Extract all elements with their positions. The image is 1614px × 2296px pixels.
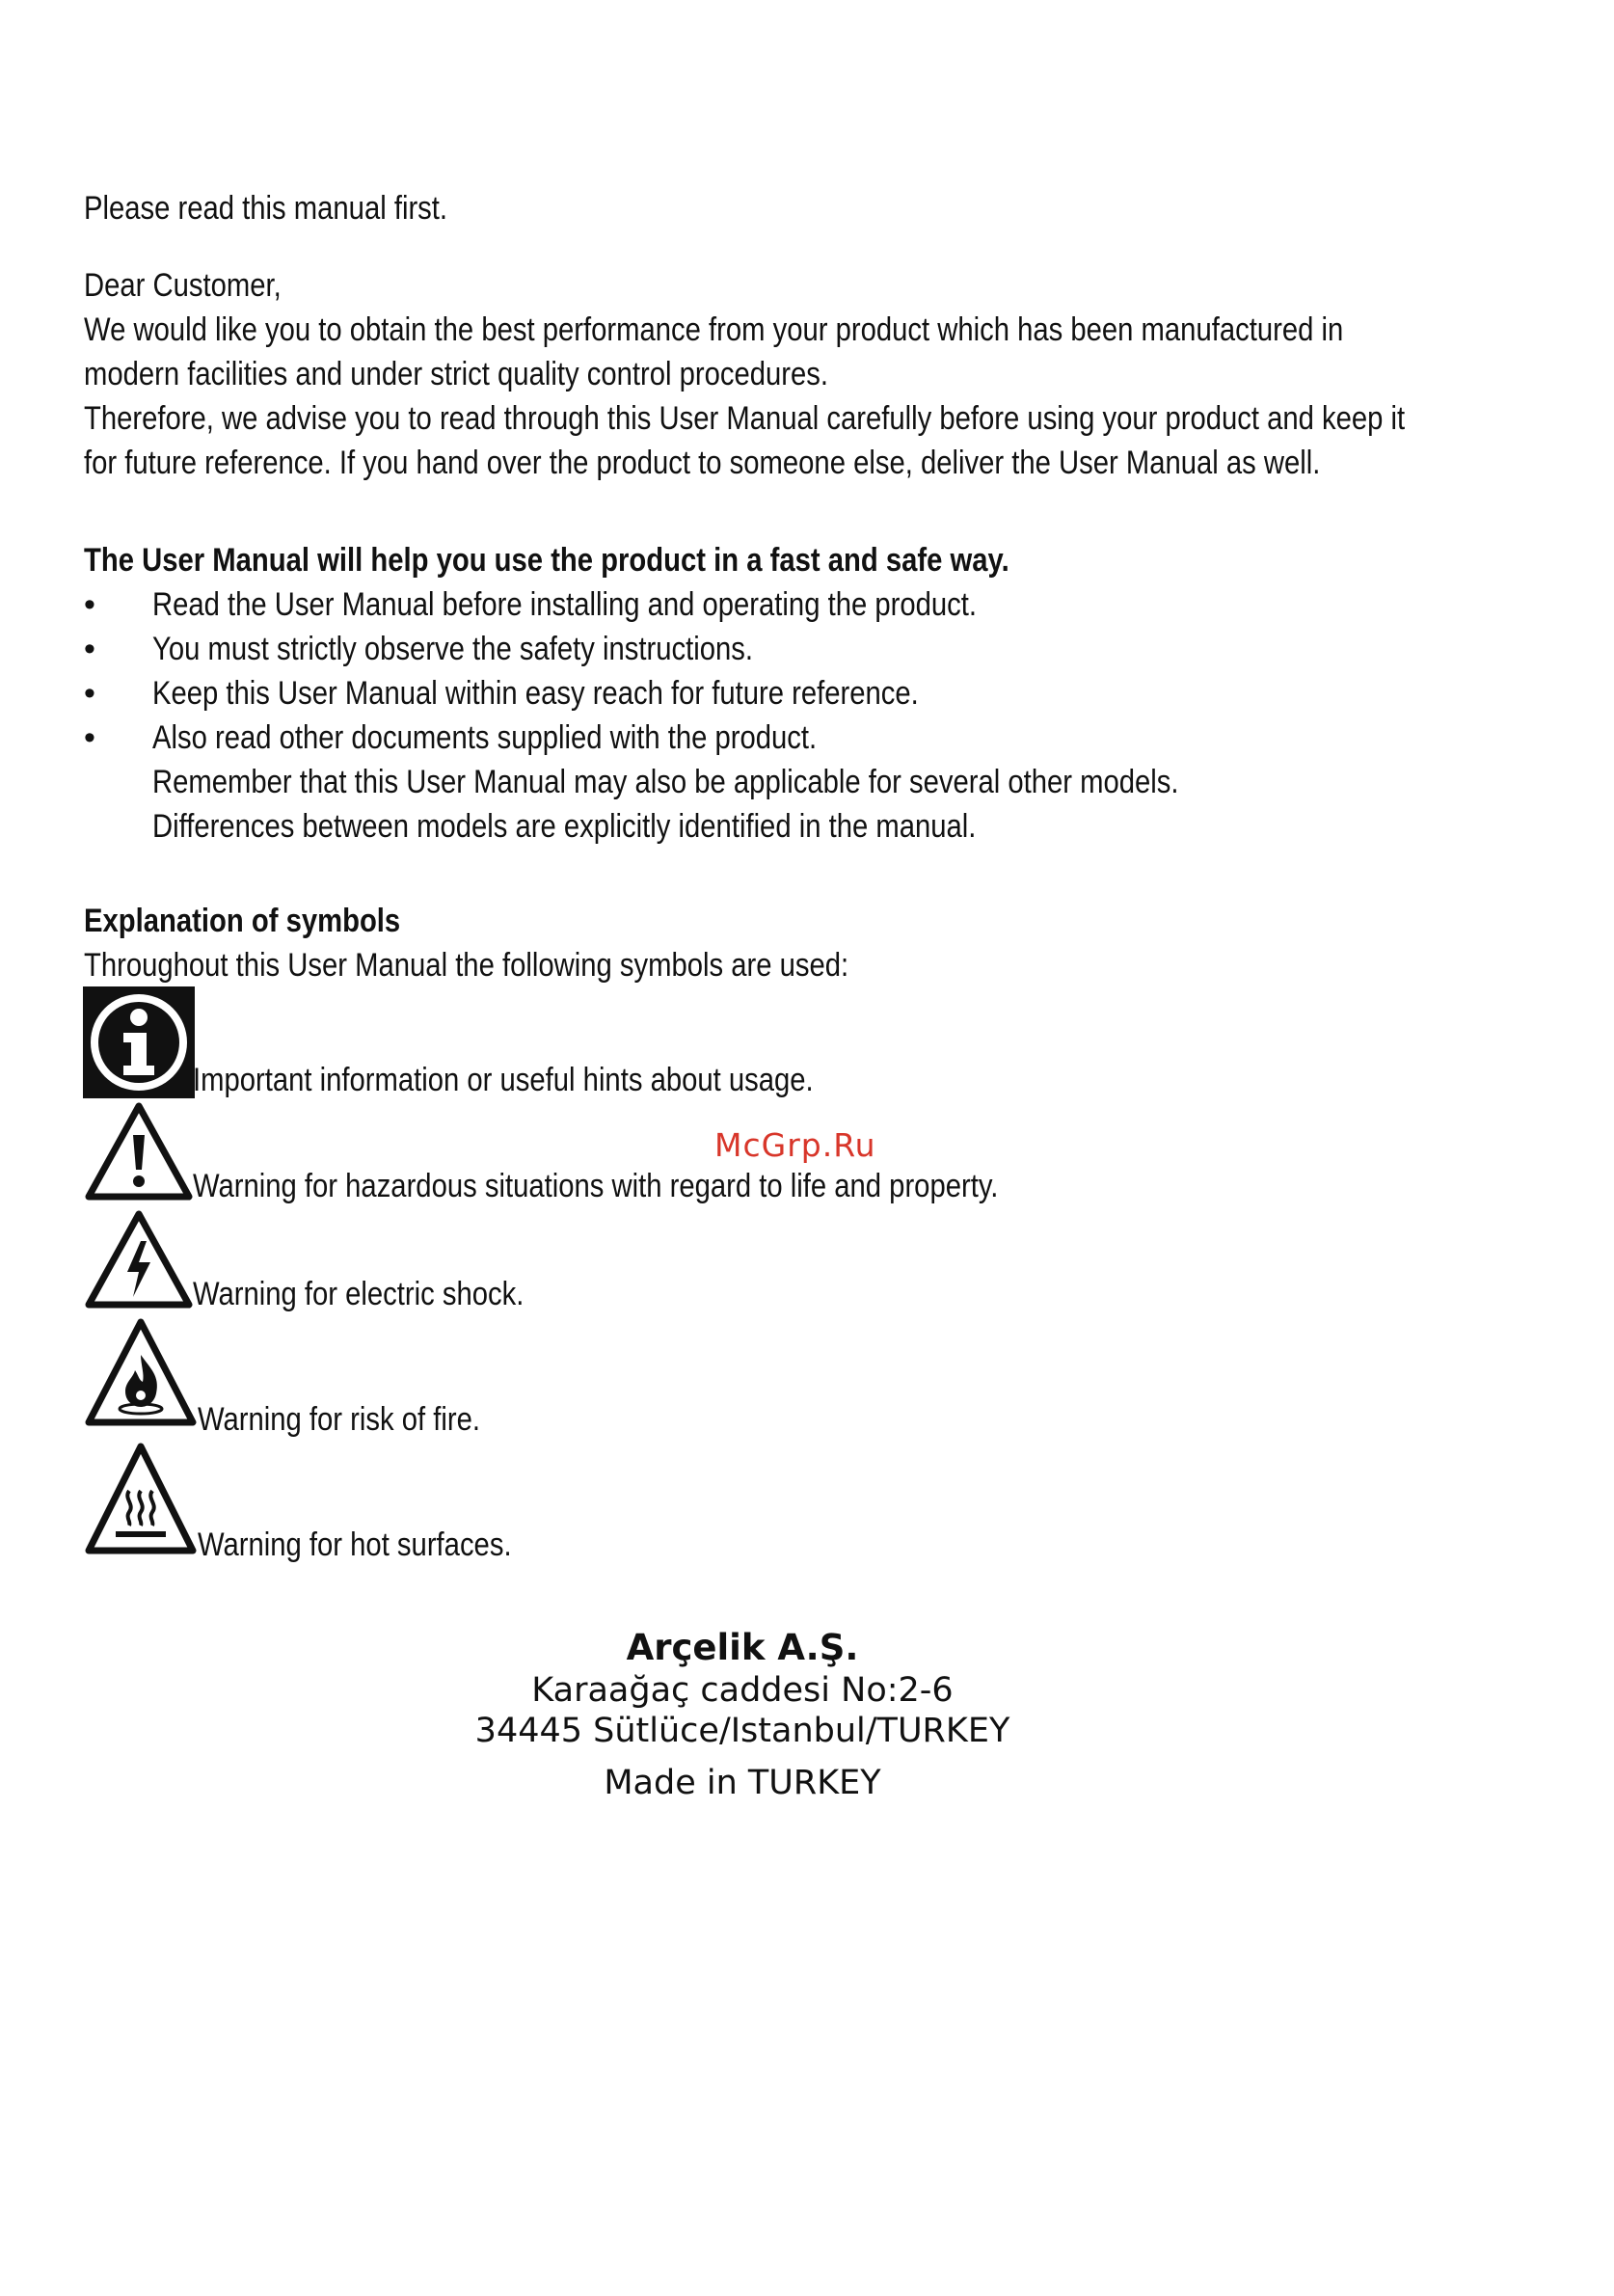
hot-surface-icon bbox=[83, 1441, 199, 1563]
symbol-description: Warning for risk of fire. bbox=[198, 1401, 481, 1438]
bullet-dot: • bbox=[84, 675, 95, 712]
symbol-description: Warning for hot surfaces. bbox=[198, 1526, 512, 1563]
warning-icon bbox=[83, 1100, 195, 1207]
bullet-text: You must strictly observe the safety instructions. bbox=[152, 631, 753, 667]
page-heading: Please read this manual first. bbox=[84, 190, 448, 227]
bullet-dot: • bbox=[84, 631, 95, 667]
symbols-intro: Throughout this User Manual the following symbols are used: bbox=[84, 947, 849, 984]
salutation: Dear Customer, bbox=[84, 267, 282, 304]
intro-paragraph-line: We would like you to obtain the best performance from your product which has been manufactured in bbox=[84, 311, 1344, 348]
watermark: McGrp.Ru bbox=[714, 1126, 876, 1164]
manufacturer-street: Karaağaç caddesi No:2-6 bbox=[531, 1671, 954, 1710]
bullet-dot: • bbox=[84, 586, 95, 623]
symbols-section-heading: Explanation of symbols bbox=[84, 903, 401, 939]
intro-paragraph-line: for future reference. If you hand over the product to someone else, deliver the User Manual as well. bbox=[84, 445, 1321, 481]
manufacturer-origin: Made in TURKEY bbox=[604, 1764, 881, 1802]
bullet-text: Keep this User Manual within easy reach for future reference. bbox=[152, 675, 919, 712]
manufacturer-name: Arçelik A.Ş. bbox=[626, 1627, 859, 1668]
bullet-text: Read the User Manual before installing and operating the product. bbox=[152, 586, 978, 623]
models-note-line: Differences between models are explicitly identified in the manual. bbox=[152, 808, 977, 845]
electric-shock-icon bbox=[83, 1208, 195, 1315]
manufacturer-city: 34445 Sütlüce/Istanbul/TURKEY bbox=[474, 1712, 1010, 1750]
models-note-line: Remember that this User Manual may also be applicable for several other models. bbox=[152, 764, 1179, 800]
bullet-text: Also read other documents supplied with the product. bbox=[152, 719, 818, 756]
info-icon bbox=[83, 986, 195, 1103]
intro-paragraph-line: Therefore, we advise you to read through this User Manual carefully before using your product and keep it bbox=[84, 400, 1406, 437]
help-section-heading: The User Manual will help you use the product in a fast and safe way. bbox=[84, 542, 1009, 579]
fire-icon bbox=[83, 1316, 199, 1435]
symbol-description: Important information or useful hints about usage. bbox=[193, 1062, 814, 1098]
intro-paragraph-line: modern facilities and under strict quality control procedures. bbox=[84, 356, 828, 392]
symbol-description: Warning for electric shock. bbox=[193, 1276, 525, 1312]
bullet-dot: • bbox=[84, 719, 95, 756]
symbol-description: Warning for hazardous situations with regard to life and property. bbox=[193, 1168, 999, 1204]
